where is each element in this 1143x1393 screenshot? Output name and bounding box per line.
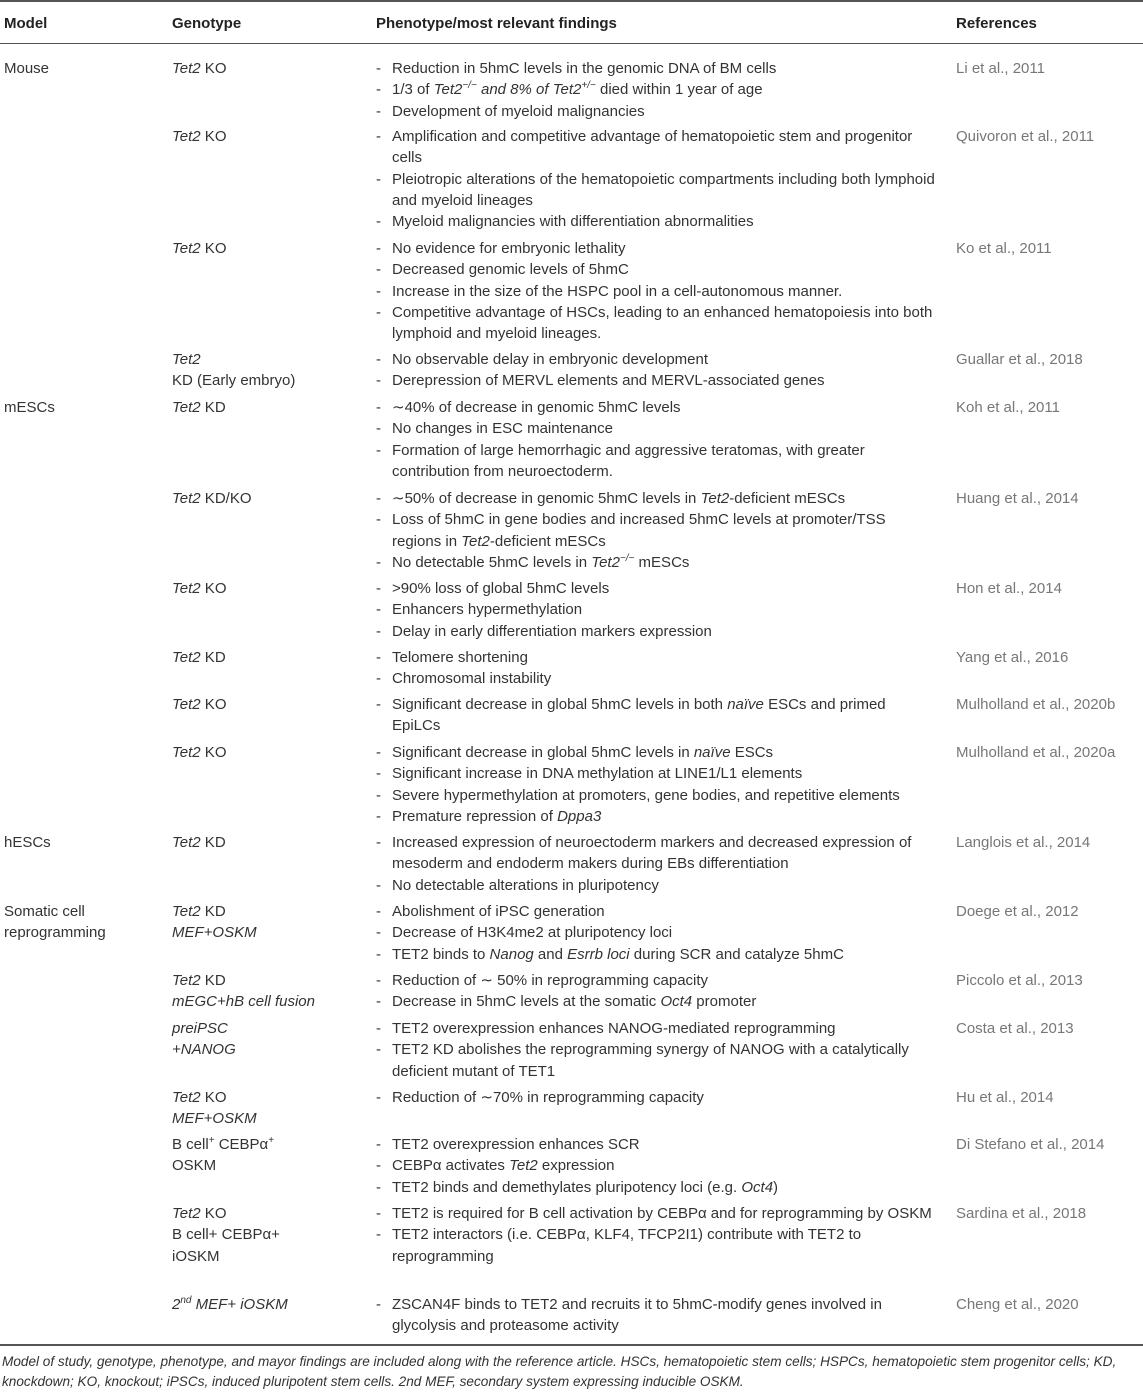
cell-phenotype — [376, 1018, 936, 1082]
cell-phenotype — [376, 1087, 936, 1108]
cell-genotype: Tet2 KO — [172, 580, 227, 597]
cell-phenotype — [376, 832, 936, 896]
finding-item: - ∼40% of decrease in genomic 5hmC levels — [376, 399, 681, 416]
cell-genotype: B cell+ CEBPα+ OSKM — [172, 1135, 275, 1175]
cell-genotype: preiPSC +NANOG — [172, 1020, 236, 1059]
finding-item: - ZSCAN4F binds to TET2 and recruits it to 5hmC-modify genes involved in glycolysis and proteasome activity — [376, 1296, 882, 1335]
finding-item: - Significant decrease in global 5hmC levels in naïve ESCs — [376, 744, 774, 761]
finding-item: - Development of myeloid malignancies — [376, 102, 645, 120]
table-header — [0, 2, 1143, 43]
cell-phenotype — [376, 238, 936, 344]
cell-phenotype — [376, 647, 936, 690]
finding-item: - Myeloid malignancies with differentiation abnormalities — [376, 213, 754, 231]
finding-item: - Formation of large hemorrhagic and aggressive teratomas, with greater contribution from neuroectoderm. — [376, 441, 865, 480]
cell-reference: Di Stefano et al., 2014 — [956, 1136, 1105, 1153]
cell-reference: Ko et al., 2011 — [956, 240, 1052, 257]
finding-item: - ∼50% of decrease in genomic 5hmC levels in Tet2-deficient mESCs — [376, 490, 846, 507]
cell-phenotype — [376, 1203, 936, 1267]
cell-phenotype — [376, 349, 936, 392]
cell-model: hESCs — [4, 834, 51, 851]
cell-genotype: Tet2 KD mEGC+hB cell fusion — [172, 972, 315, 1011]
finding-item: - Severe hypermethylation at promoters, gene bodies, and repetitive elements — [376, 786, 900, 804]
finding-item: - Reduction of ∼70% in reprogramming capacity — [376, 1089, 704, 1106]
finding-item: - No observable delay in embryonic development — [376, 351, 709, 368]
finding-item: - Telomere shortening — [376, 649, 528, 666]
finding-item: - >90% loss of global 5hmC levels — [376, 580, 610, 597]
cell-reference: Langlois et al., 2014 — [956, 834, 1091, 851]
finding-item: - Reduction in 5hmC levels in the genomic DNA of BM cells — [376, 60, 777, 77]
cell-phenotype — [376, 488, 936, 573]
finding-item: - Increase in the size of the HSPC pool in a cell-autonomous manner. — [376, 282, 843, 300]
finding-item: - Loss of 5hmC in gene bodies and increased 5hmC levels at promoter/TSS regions in Tet2-deficient mESCs — [376, 511, 886, 550]
finding-item: - No detectable 5hmC levels in Tet2−/− mESCs — [376, 552, 690, 571]
cell-reference: Hu et al., 2014 — [956, 1089, 1054, 1106]
cell-reference: Mulholland et al., 2020a — [956, 744, 1116, 761]
cell-genotype: Tet2 KO — [172, 744, 227, 761]
cell-genotype: Tet2 KD — [172, 399, 226, 416]
finding-item: - Decrease in 5hmC levels at the somatic Oct4 promoter — [376, 993, 757, 1011]
finding-item: - TET2 overexpression enhances SCR — [376, 1136, 640, 1153]
finding-item: - Amplification and competitive advantage of hematopoietic stem and progenitor cells — [376, 128, 913, 167]
cell-reference: Sardina et al., 2018 — [956, 1205, 1087, 1222]
cell-phenotype — [376, 397, 936, 482]
cell-phenotype — [376, 694, 936, 737]
cell-genotype: Tet2 KD/KO — [172, 490, 252, 507]
cell-genotype: Tet2 KO — [172, 696, 227, 713]
cell-reference: Li et al., 2011 — [956, 60, 1045, 77]
cell-genotype: Tet2 KD — [172, 649, 226, 666]
cell-genotype: Tet2 KO — [172, 60, 227, 77]
finding-item: - Significant decrease in global 5hmC levels in both naïve ESCs and primed EpiLCs — [376, 696, 886, 735]
cell-reference: Guallar et al., 2018 — [956, 351, 1083, 368]
cell-reference: Costa et al., 2013 — [956, 1020, 1074, 1037]
finding-item: - Pleiotropic alterations of the hematopoietic compartments including both lymphoid and myeloid lineages — [376, 170, 935, 209]
cell-genotype: Tet2 KO B cell+ CEBPα+ iOSKM — [172, 1205, 280, 1265]
finding-item: - TET2 is required for B cell activation by CEBPα and for reprogramming by OSKM — [376, 1205, 932, 1222]
cell-reference: Koh et al., 2011 — [956, 399, 1060, 416]
cell-reference: Cheng et al., 2020 — [956, 1296, 1079, 1313]
finding-item: - Significant increase in DNA methylation at LINE1/L1 elements — [376, 765, 803, 783]
findings-table — [0, 0, 1143, 44]
cell-reference: Hon et al., 2014 — [956, 580, 1062, 597]
finding-item: - Delay in early differentiation markers expression — [376, 622, 712, 640]
finding-item: - TET2 binds to Nanog and Esrrb loci during SCR and catalyze 5hmC — [376, 945, 844, 963]
table-caption: Model of study, genotype, phenotype, and mayor findings are included along with the reference article. HSCs, hematopoietic stem cells; HSPCs, hematopoietic stem progenitor cells; KD, knockdown; KO, knockout; iPSCs, induced pluripotent stem cells. 2nd MEF, secondary system expressing inducible OSKM. — [2, 1354, 1117, 1389]
finding-item: - Decrease of H3K4me2 at pluripotency loci — [376, 924, 673, 942]
cell-genotype: Tet2 KO — [172, 240, 227, 257]
cell-phenotype — [376, 1294, 936, 1337]
cell-phenotype — [376, 58, 936, 122]
cell-genotype: Tet2 KO — [172, 128, 227, 145]
cell-phenotype — [376, 742, 936, 827]
finding-item: - Enhancers hypermethylation — [376, 601, 583, 619]
cell-genotype: Tet2 KD — [172, 834, 226, 851]
cell-genotype: Tet2 KD MEF+OSKM — [172, 903, 257, 942]
finding-item: - Abolishment of iPSC generation — [376, 903, 605, 920]
cell-reference: Piccolo et al., 2013 — [956, 972, 1083, 989]
finding-item: - TET2 binds and demethylates pluripotency loci (e.g. Oct4) — [376, 1178, 779, 1196]
cell-genotype: 2nd MEF+ iOSKM — [172, 1295, 288, 1313]
finding-item: - TET2 overexpression enhances NANOG-mediated reprogramming — [376, 1020, 836, 1037]
table-bottom-rule — [0, 1344, 1143, 1346]
finding-item: - Competitive advantage of HSCs, leading to an enhanced hematopoiesis into both lymphoid and myeloid lineages. — [376, 303, 933, 343]
finding-item: - Derepression of MERVL elements and MERVL-associated genes — [376, 372, 825, 390]
cell-phenotype — [376, 1134, 936, 1198]
finding-item: - No changes in ESC maintenance — [376, 420, 613, 438]
finding-item: - Chromosomal instability — [376, 670, 552, 688]
cell-reference: Doege et al., 2012 — [956, 903, 1079, 920]
header-references: References — [956, 15, 1037, 32]
finding-item: - Increased expression of neuroectoderm markers and decreased expression of mesoderm and endoderm makers during EBs differentiation — [376, 834, 912, 873]
finding-item: - CEBPα activates Tet2 expression — [376, 1157, 615, 1175]
finding-item: - TET2 interactors (i.e. CEBPα, KLF4, TFCP2I1) contribute with TET2 to reprogramming — [376, 1226, 862, 1265]
finding-item: - Premature repression of Dppa3 — [376, 807, 602, 825]
cell-genotype: Tet2 KD (Early embryo) — [172, 351, 296, 390]
cell-phenotype — [376, 901, 936, 965]
cell-reference: Huang et al., 2014 — [956, 490, 1079, 507]
header-model: Model — [4, 15, 48, 32]
finding-item: - Reduction of ∼ 50% in reprogramming capacity — [376, 972, 709, 989]
finding-item: - No detectable alterations in pluripotency — [376, 876, 659, 894]
finding-item: - TET2 KD abolishes the reprogramming synergy of NANOG with a catalytically deficient mutant of TET1 — [376, 1041, 909, 1080]
cell-reference: Quivoron et al., 2011 — [956, 128, 1095, 145]
cell-phenotype — [376, 126, 936, 232]
finding-item: - 1/3 of Tet2−/− and 8% of Tet2+/− died within 1 year of age — [376, 80, 763, 99]
cell-phenotype — [376, 970, 936, 1013]
cell-reference: Yang et al., 2016 — [956, 649, 1069, 666]
finding-item: - Decreased genomic levels of 5hmC — [376, 261, 629, 279]
cell-genotype: Tet2 KO MEF+OSKM — [172, 1089, 257, 1128]
cell-model: Mouse — [4, 60, 50, 77]
cell-model: Somatic cell reprogramming — [4, 903, 106, 942]
cell-phenotype — [376, 578, 936, 642]
cell-model: mESCs — [4, 399, 55, 416]
header-genotype: Genotype — [172, 15, 242, 32]
cell-reference: Mulholland et al., 2020b — [956, 696, 1116, 713]
header-phenotype: Phenotype/most relevant findings — [376, 15, 617, 32]
header-rule — [0, 43, 1143, 44]
finding-item: - No evidence for embryonic lethality — [376, 240, 626, 257]
